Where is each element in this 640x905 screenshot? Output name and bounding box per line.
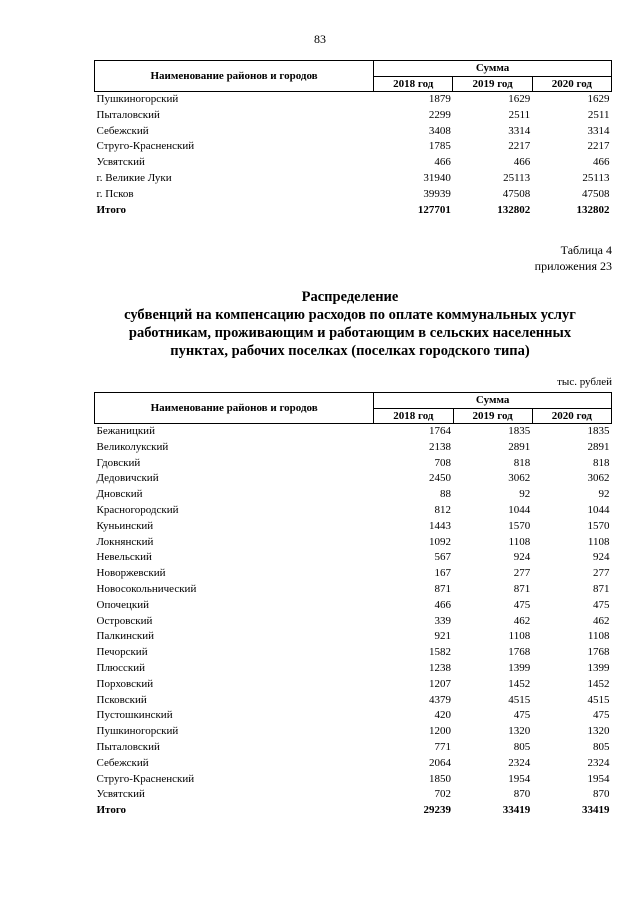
column-header-2018: 2018 год: [374, 76, 453, 92]
table-row: [95, 535, 612, 551]
cell-2018: 466: [434, 598, 452, 611]
cell-2019: 462: [513, 614, 531, 627]
cell-2020: 475: [593, 598, 610, 611]
table-row: [95, 614, 612, 630]
cell-2020: 1044: [587, 503, 610, 516]
cell-2018: 1238: [429, 661, 452, 674]
cell-name: Пыталовский: [96, 108, 160, 121]
cell-name: Струго-Красненский: [96, 772, 195, 785]
cell-2019: 2217: [508, 140, 531, 153]
table-row: [95, 724, 612, 740]
cell-2019: 2891: [508, 440, 531, 453]
cell-2018: 167: [434, 567, 452, 580]
cell-2019: 2511: [508, 108, 531, 121]
cell-2020: 1108: [587, 630, 610, 643]
cell-name: Локнянский: [96, 535, 154, 548]
cell-2020: 871: [593, 582, 610, 595]
total-row: [95, 803, 612, 819]
cell-2019: 1399: [508, 661, 531, 674]
cell-2019: 25113: [503, 171, 531, 184]
cell-name: Усвятский: [96, 788, 145, 801]
table-row: [95, 440, 612, 456]
column-header-2018: 2018 год: [374, 408, 453, 424]
cell-2019: 1452: [508, 677, 531, 690]
cell-2018: 466: [434, 156, 451, 169]
cell-2019: 1108: [508, 535, 531, 548]
cell-name: Палкинский: [96, 630, 155, 643]
cell-2018: 127701: [417, 203, 451, 216]
cell-name: Дновский: [96, 488, 143, 501]
cell-2018: 1785: [428, 140, 451, 153]
cell-2019: 818: [513, 456, 531, 469]
cell-name: Себежский: [96, 124, 149, 137]
table-2: [94, 392, 612, 819]
cell-2018: 3408: [428, 124, 451, 137]
cell-name: Итого: [96, 203, 127, 216]
cell-2018: 708: [434, 456, 452, 469]
cell-2019: 924: [513, 551, 531, 564]
cell-2019: 1044: [508, 503, 531, 516]
cell-name: Псковский: [96, 693, 147, 706]
table-note: [535, 242, 612, 274]
cell-2020: 25113: [582, 171, 610, 184]
table-row: [95, 566, 612, 582]
cell-name: Итого: [96, 804, 127, 817]
cell-name: Себежский: [96, 756, 149, 769]
cell-2019: 277: [513, 567, 531, 580]
cell-2020: 1399: [587, 661, 610, 674]
cell-2019: 92: [519, 488, 531, 501]
title-line: Распределение: [301, 289, 399, 305]
page-number: 83: [314, 32, 326, 46]
cell-2019: 1629: [508, 93, 531, 105]
cell-2019: 2324: [508, 756, 531, 769]
cell-2018: 1092: [429, 535, 452, 548]
cell-2020: 466: [593, 156, 610, 169]
cell-name: Опочецкий: [96, 598, 149, 611]
cell-name: Гдовский: [96, 456, 141, 469]
document-title: [60, 288, 640, 360]
cell-2020: 1768: [587, 646, 610, 659]
cell-name: Плюсский: [96, 661, 146, 674]
cell-2020: 475: [593, 709, 610, 722]
column-header-2020: 2020 год: [532, 408, 611, 424]
cell-2018: 88: [440, 488, 452, 501]
cell-2018: 1207: [429, 677, 452, 690]
cell-2020: 2324: [587, 756, 610, 769]
cell-name: г. Псков: [96, 187, 134, 200]
cell-2019: 1768: [508, 646, 531, 659]
table-note-line: приложения 23: [534, 259, 612, 273]
cell-2019: 1108: [508, 630, 531, 643]
table-row: [95, 582, 612, 598]
column-header-sum: Сумма: [374, 61, 612, 77]
cell-2020: 462: [593, 614, 610, 627]
cell-name: Великолукский: [96, 440, 169, 453]
cell-2019: 33419: [502, 804, 531, 817]
units-label: тыс. рублей: [557, 376, 612, 388]
table-row: [95, 598, 612, 614]
cell-name: Бежаницкий: [96, 425, 155, 437]
cell-2019: 1570: [508, 519, 531, 532]
cell-2018: 871: [434, 582, 452, 595]
cell-name: Красногородский: [96, 503, 179, 516]
cell-2019: 466: [513, 156, 531, 169]
table-row: [95, 677, 612, 693]
cell-2018: 1582: [429, 646, 452, 659]
cell-2018: 339: [434, 614, 452, 627]
table-row: [95, 503, 612, 519]
cell-2018: 921: [434, 630, 452, 643]
cell-name: Куньинский: [96, 519, 154, 532]
cell-2020: 1629: [587, 93, 610, 105]
table-row: [95, 187, 612, 203]
cell-2018: 1764: [429, 425, 452, 437]
cell-2018: 567: [434, 551, 452, 564]
cell-2020: 3314: [587, 124, 610, 137]
cell-2018: 31940: [423, 171, 451, 184]
cell-2019: 47508: [502, 187, 531, 200]
cell-2019: 475: [513, 709, 531, 722]
cell-2018: 1850: [429, 772, 452, 785]
table-row: [95, 519, 612, 535]
cell-2018: 1443: [429, 519, 452, 532]
table-row: [95, 139, 612, 155]
cell-2019: 3314: [508, 124, 531, 137]
cell-2019: 132802: [497, 203, 531, 216]
column-header-2020: 2020 год: [532, 76, 611, 92]
cell-2020: 2511: [587, 108, 610, 121]
table-row: [95, 92, 612, 108]
column-header-2019: 2019 год: [453, 76, 532, 92]
cell-2018: 2450: [429, 472, 452, 485]
table-row: [95, 155, 612, 171]
table-row: [95, 787, 612, 803]
cell-2020: 2217: [587, 140, 610, 153]
cell-name: Пустошкинский: [96, 709, 173, 722]
cell-name: Новоржевский: [96, 567, 166, 580]
cell-name: Пушкиногорский: [96, 93, 179, 105]
cell-2020: 33419: [582, 804, 610, 817]
table-row: [95, 629, 612, 645]
cell-2018: 771: [434, 740, 452, 753]
table-row: [95, 772, 612, 788]
cell-2018: 702: [434, 788, 452, 801]
cell-2020: 1570: [587, 519, 610, 532]
column-header-sum: Сумма: [374, 393, 612, 409]
cell-name: Дедовичский: [96, 472, 159, 485]
table-row: [95, 171, 612, 187]
total-row: [95, 203, 612, 219]
cell-2020: 47508: [582, 187, 610, 200]
cell-2020: 2891: [587, 440, 610, 453]
cell-2019: 1320: [508, 725, 531, 738]
cell-2019: 1835: [508, 425, 531, 437]
cell-name: Струго-Красненский: [96, 140, 195, 153]
cell-2020: 1452: [587, 677, 610, 690]
cell-name: Невельский: [96, 551, 152, 564]
title-line: субвенций на компенсацию расходов по оплате коммунальных услуг: [124, 307, 576, 323]
cell-2020: 818: [593, 456, 610, 469]
cell-2020: 1320: [587, 725, 610, 738]
cell-2020: 4515: [587, 693, 610, 706]
cell-name: Пыталовский: [96, 740, 160, 753]
cell-2020: 1108: [587, 535, 610, 548]
cell-2019: 871: [513, 582, 531, 595]
cell-2018: 2299: [428, 108, 451, 121]
cell-2020: 870: [593, 788, 610, 801]
cell-2020: 92: [598, 488, 610, 501]
table-row: [95, 708, 612, 724]
cell-2020: 1954: [587, 772, 610, 785]
cell-name: г. Великие Луки: [96, 171, 172, 184]
cell-2019: 1954: [508, 772, 531, 785]
table-row: [95, 661, 612, 677]
cell-2018: 29239: [423, 804, 452, 817]
cell-2020: 924: [593, 551, 610, 564]
cell-2020: 1835: [587, 425, 610, 437]
table-row: [95, 456, 612, 472]
table-1: [94, 60, 612, 218]
cell-2018: 4379: [429, 693, 452, 706]
title-line: работникам, проживающим и работающим в сельских населенных: [128, 325, 572, 341]
table-row: [95, 550, 612, 566]
table-row: [95, 645, 612, 661]
cell-2020: 805: [593, 740, 610, 753]
cell-2019: 805: [513, 740, 531, 753]
column-header-2019: 2019 год: [453, 408, 532, 424]
column-header-name: Наименование районов и городов: [95, 61, 374, 92]
table-row: [95, 424, 612, 440]
cell-2018: 1879: [428, 93, 451, 105]
cell-2020: 3062: [587, 472, 610, 485]
cell-2018: 39939: [423, 187, 451, 200]
cell-name: Новосокольнический: [96, 582, 197, 595]
cell-2019: 870: [513, 788, 531, 801]
column-header-name: Наименование районов и городов: [95, 393, 374, 424]
cell-2018: 2064: [429, 756, 452, 769]
table-row: [95, 487, 612, 503]
cell-name: Пушкиногорский: [96, 725, 179, 738]
table-row: [95, 756, 612, 772]
cell-2018: 2138: [429, 440, 452, 453]
title-line: пунктах, рабочих поселках (поселках городского типа): [170, 343, 530, 359]
table-note-line: Таблица 4: [560, 243, 612, 257]
cell-2019: 475: [513, 598, 531, 611]
table-row: [95, 740, 612, 756]
table-row: [95, 693, 612, 709]
table-row: [95, 471, 612, 487]
cell-name: Островский: [96, 614, 153, 627]
cell-2018: 812: [434, 503, 452, 516]
cell-name: Печорский: [96, 646, 148, 659]
cell-name: Усвятский: [96, 156, 145, 169]
cell-2019: 4515: [508, 693, 531, 706]
cell-2020: 277: [593, 567, 610, 580]
cell-2019: 3062: [508, 472, 531, 485]
cell-2018: 420: [434, 709, 452, 722]
cell-2018: 1200: [429, 725, 452, 738]
cell-name: Порховский: [96, 677, 154, 690]
table-row: [95, 124, 612, 140]
table-row: [95, 108, 612, 124]
cell-2020: 132802: [576, 203, 610, 216]
